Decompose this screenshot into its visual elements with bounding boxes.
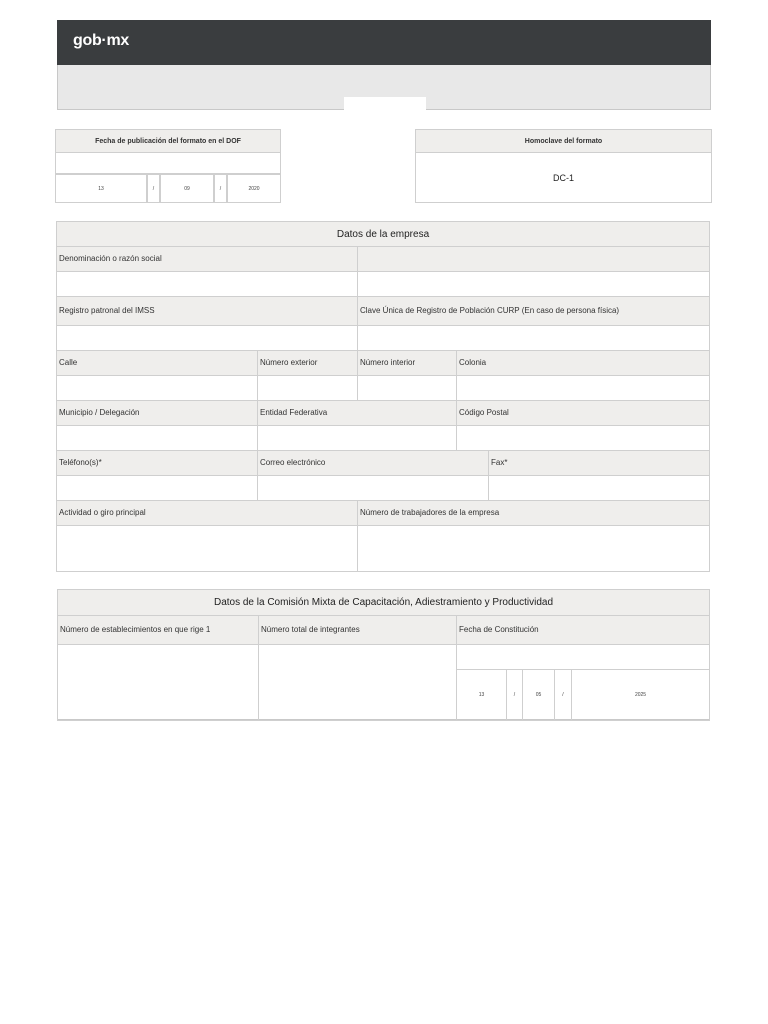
fecha-constitucion-day-cell[interactable] <box>456 669 507 721</box>
logo-text: gob <box>73 32 102 49</box>
num-establecimientos-label: Número de establecimientos en que rige 1 <box>60 625 211 634</box>
fecha-constitucion-year-cell[interactable] <box>571 669 710 721</box>
entidad-input[interactable] <box>257 425 457 451</box>
logo-suffix: mx <box>106 32 129 49</box>
correo-input[interactable] <box>257 475 489 501</box>
num-exterior-label: Número exterior <box>260 358 318 367</box>
calle-label: Calle <box>59 358 78 367</box>
num-interior-label-cell <box>357 350 457 376</box>
fax-input[interactable] <box>488 475 710 501</box>
pub-date-year-cell[interactable] <box>227 174 281 203</box>
pub-date-month: 09 <box>184 185 190 192</box>
empresa-title-cell <box>56 221 710 247</box>
num-trabajadores-label-cell <box>357 500 710 526</box>
empresa-title: Datos de la empresa <box>336 228 430 240</box>
num-interior-label: Número interior <box>360 358 416 367</box>
pub-date-label-cell <box>55 129 281 153</box>
header-notch <box>344 97 426 111</box>
pub-date-label: Fecha de publicación del formato en el DOF <box>95 137 241 145</box>
comision-section <box>57 589 710 720</box>
telefono-input[interactable] <box>56 475 258 501</box>
telefono-label-cell <box>56 450 258 476</box>
codigo-postal-label-cell <box>456 400 710 426</box>
denominacion-extra-label-cell <box>357 246 710 272</box>
codigo-postal-input[interactable] <box>456 425 710 451</box>
fecha-constitucion-label-cell <box>456 615 710 645</box>
municipio-label-cell <box>56 400 258 426</box>
entidad-label-cell <box>257 400 457 426</box>
calle-label-cell <box>56 350 258 376</box>
actividad-label: Actividad o giro principal <box>59 508 146 517</box>
colonia-input[interactable] <box>456 375 710 401</box>
denominacion-extra-input[interactable] <box>357 271 710 297</box>
pub-date-sep2: / <box>219 185 222 192</box>
denominacion-label-cell <box>56 246 358 272</box>
fecha-constitucion-sep1: / <box>513 692 516 698</box>
fecha-constitucion-sep1-cell <box>506 669 523 721</box>
num-interior-input[interactable] <box>357 375 457 401</box>
fecha-constitucion-label: Fecha de Constitución <box>459 625 539 634</box>
num-trabajadores-input[interactable] <box>357 525 710 572</box>
pub-date-section <box>55 129 281 203</box>
calle-input[interactable] <box>56 375 258 401</box>
curp-label-cell <box>357 296 710 326</box>
pub-date-sep1-cell <box>147 174 160 203</box>
gob-header-bar <box>57 20 711 65</box>
homoclave-section <box>415 129 712 203</box>
num-trabajadores-label: Número de trabajadores de la empresa <box>360 508 500 517</box>
homoclave-value-cell[interactable] <box>415 153 712 203</box>
pub-date-sep2-cell <box>214 174 227 203</box>
colonia-label-cell <box>456 350 710 376</box>
pub-date-day: 13 <box>98 185 104 192</box>
correo-label: Correo electrónico <box>260 458 326 467</box>
denominacion-label: Denominación o razón social <box>59 254 162 263</box>
comision-title: Datos de la Comisión Mixta de Capacitación, Adiestramiento y Productividad <box>213 597 554 608</box>
fecha-constitucion-sep2: / <box>562 692 564 698</box>
num-establecimientos-input[interactable] <box>57 644 259 721</box>
num-integrantes-label-cell <box>258 615 457 645</box>
homoclave-label-cell <box>415 129 712 153</box>
fecha-constitucion-year: 2025 <box>634 692 647 698</box>
comision-title-cell <box>57 589 710 616</box>
registro-imss-label-cell <box>56 296 358 326</box>
codigo-postal-label: Código Postal <box>459 408 509 417</box>
num-integrantes-input[interactable] <box>258 644 457 721</box>
logo-dot-icon: · <box>101 32 107 49</box>
empresa-section <box>56 221 710 572</box>
gob-mx-logo <box>73 32 129 50</box>
homoclave-value: DC-1 <box>552 172 574 183</box>
fecha-constitucion-month-cell[interactable] <box>522 669 555 721</box>
telefono-label: Teléfono(s)* <box>59 458 102 467</box>
fecha-constitucion-day: 13 <box>478 692 485 698</box>
curp-input[interactable] <box>357 325 710 351</box>
actividad-input[interactable] <box>56 525 358 572</box>
num-integrantes-label: Número total de integrantes <box>261 625 360 634</box>
colonia-label: Colonia <box>459 358 487 367</box>
registro-imss-label: Registro patronal del IMSS <box>59 306 155 315</box>
pub-date-blank-cell <box>55 153 281 174</box>
correo-label-cell <box>257 450 489 476</box>
registro-imss-input[interactable] <box>56 325 358 351</box>
fecha-constitucion-sep2-cell <box>554 669 572 721</box>
num-exterior-label-cell <box>257 350 358 376</box>
actividad-label-cell <box>56 500 358 526</box>
pub-date-year: 2020 <box>248 185 260 192</box>
municipio-input[interactable] <box>56 425 258 451</box>
num-exterior-input[interactable] <box>257 375 358 401</box>
fax-label: Fax* <box>491 458 508 467</box>
homoclave-label: Homoclave del formato <box>524 137 603 145</box>
entidad-label: Entidad Federativa <box>260 408 328 417</box>
num-establecimientos-label-cell <box>57 615 259 645</box>
curp-label: Clave Única de Registro de Población CURP (En caso de persona física) <box>360 306 620 315</box>
municipio-label: Municipio / Delegación <box>59 408 140 417</box>
fecha-constitucion-blank <box>456 644 710 670</box>
pub-date-day-cell[interactable] <box>55 174 147 203</box>
fax-label-cell <box>488 450 710 476</box>
fecha-constitucion-month: 05 <box>535 692 542 698</box>
pub-date-month-cell[interactable] <box>160 174 214 203</box>
denominacion-input[interactable] <box>56 271 358 297</box>
pub-date-sep1: / <box>152 185 155 192</box>
